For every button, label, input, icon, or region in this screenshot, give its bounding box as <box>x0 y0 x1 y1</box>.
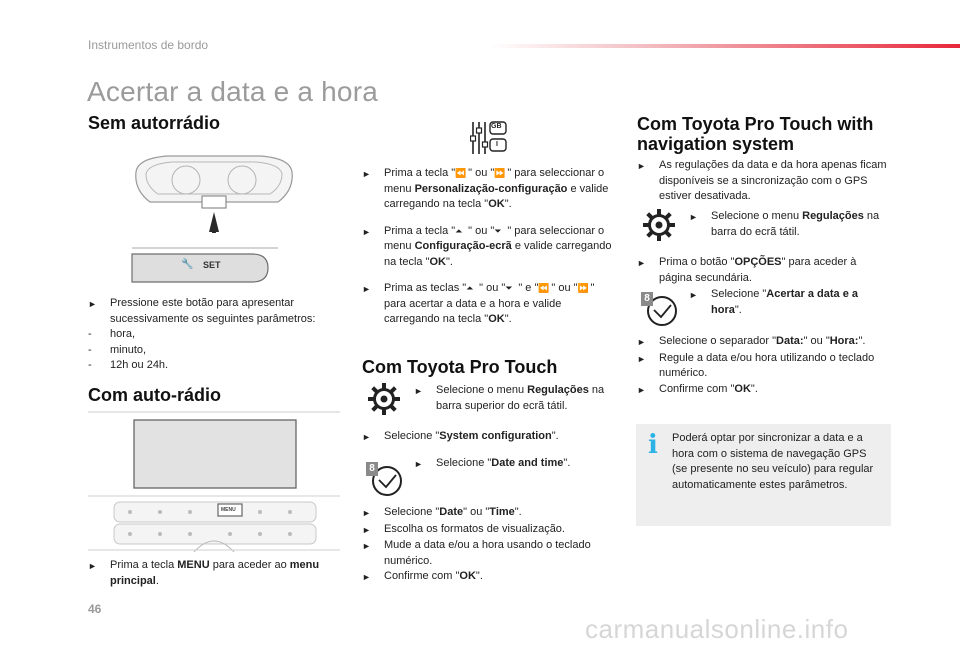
nav-step-gps-note: ► As regulações da data e da hora apenas ficam disponíveis se a sincronização com o GPS estiver desativada. <box>637 159 887 202</box>
touch-final-steps: ► Selecione "Date" ou "Time". ► Escolha os formatos de visualização. ► Mude a data e/ou a hora usando o teclado numérico. ► Confirme com "OK". <box>362 506 591 582</box>
step-display-config: ► Prima a tecla "⏶ " ou "⏷ " para seleccionar o menu Configuração-ecrã e valide carregando na tecla "OK". <box>362 224 612 268</box>
heading-nav-system: Com Toyota Pro Touch with navigation system <box>637 114 874 154</box>
badge-8: 8 <box>366 462 378 476</box>
watermark: carmanualsonline.info <box>585 614 849 644</box>
info-note-text: Poderá optar por sincronizar a data e a hora com o sistema de navegação GPS (se presente no seu veículo) para regular automaticamente estes parâmetros. <box>672 432 874 491</box>
heading-sem-autorradio: Sem autorrádio <box>88 113 221 133</box>
down-arrow-icon: ⏷ <box>494 225 502 236</box>
touch-step-system-config: ► Selecione "System configuration". <box>362 430 559 442</box>
language-gb-label: GB <box>491 123 502 130</box>
step-personalization: ► Prima a tecla "⏪ " ou "⏩ " para seleccionar o menu Personalização-configuração e valide carregando na tecla "OK". <box>362 167 609 210</box>
heading-pro-touch: Com Toyota Pro Touch <box>362 357 558 377</box>
header-rule <box>490 44 960 48</box>
language-i-label: I <box>496 141 498 148</box>
radio-unit-illustration <box>88 410 340 552</box>
param-hour: hora, <box>110 328 136 340</box>
touch-step-settings: ► Selecione o menu Regulações na barra superior do ecrã tátil. <box>414 384 605 412</box>
info-note <box>636 424 891 526</box>
mid-steps <box>362 166 614 328</box>
page-number: 46 <box>88 602 102 616</box>
nav-final-steps: ► Selecione o separador "Data:" ou "Hora:". ► Regule a data e/ou hora utilizando o teclado numérico. ► Confirme com "OK". <box>637 335 875 395</box>
menu-key-label: MENU <box>221 507 236 513</box>
prev-arrow-icon: ⏪ <box>455 168 467 178</box>
page-title: Acertar a data e a hora <box>87 76 378 107</box>
heading-com-autoradio: Com auto-rádio <box>88 385 221 405</box>
header-section: Instrumentos de bordo <box>88 38 209 52</box>
next-arrow-icon: ⏩ <box>577 283 589 293</box>
sem-autorradio-main-text: Pressione este botão para apresentar sucessivamente os seguintes parâmetros: <box>110 297 316 325</box>
settings-sliders-icon <box>470 120 508 156</box>
com-autoradio-text: ► Prima a tecla MENU para aceder ao menu principal. <box>88 559 320 587</box>
param-minute: minuto, <box>110 343 147 356</box>
nav-step-set-date-time: ► Selecione "Acertar a data e a hora". <box>689 288 858 316</box>
nav-step-settings: ► Selecione o menu Regulações na barra do ecrã tátil. <box>689 210 880 238</box>
up-arrow-icon: ⏶ <box>455 225 463 236</box>
nav-step-options: ► Prima o botão "OPÇÕES" para aceder à página secundária. <box>637 256 857 284</box>
step-set-date-time: ► Prima as teclas "⏶ " ou "⏷ " e "⏪ " ou "⏩ " para acertar a data e a hora e valide carregando na tecla "OK". <box>362 282 595 325</box>
set-button-label: SET <box>203 260 221 270</box>
next-arrow-icon: ⏩ <box>494 168 506 178</box>
sem-autorradio-text: ► Pressione este botão para apresentar sucessivamente os seguintes parâmetros: - hora, - minuto, - 12h ou 24h. <box>88 296 346 374</box>
gear-icon <box>367 382 401 416</box>
wrench-icon: 🔧 <box>181 259 194 270</box>
prev-arrow-icon: ⏪ <box>538 283 550 293</box>
info-icon: i <box>648 430 658 460</box>
param-format: 12h ou 24h. <box>110 359 169 371</box>
touch-step-date-time: ► Selecione "Date and time". <box>414 457 571 469</box>
up-arrow-icon: ⏶ <box>466 283 474 293</box>
down-arrow-icon: ⏷ <box>505 283 513 293</box>
badge-8: 8 <box>641 292 653 306</box>
gear-icon <box>642 208 676 242</box>
